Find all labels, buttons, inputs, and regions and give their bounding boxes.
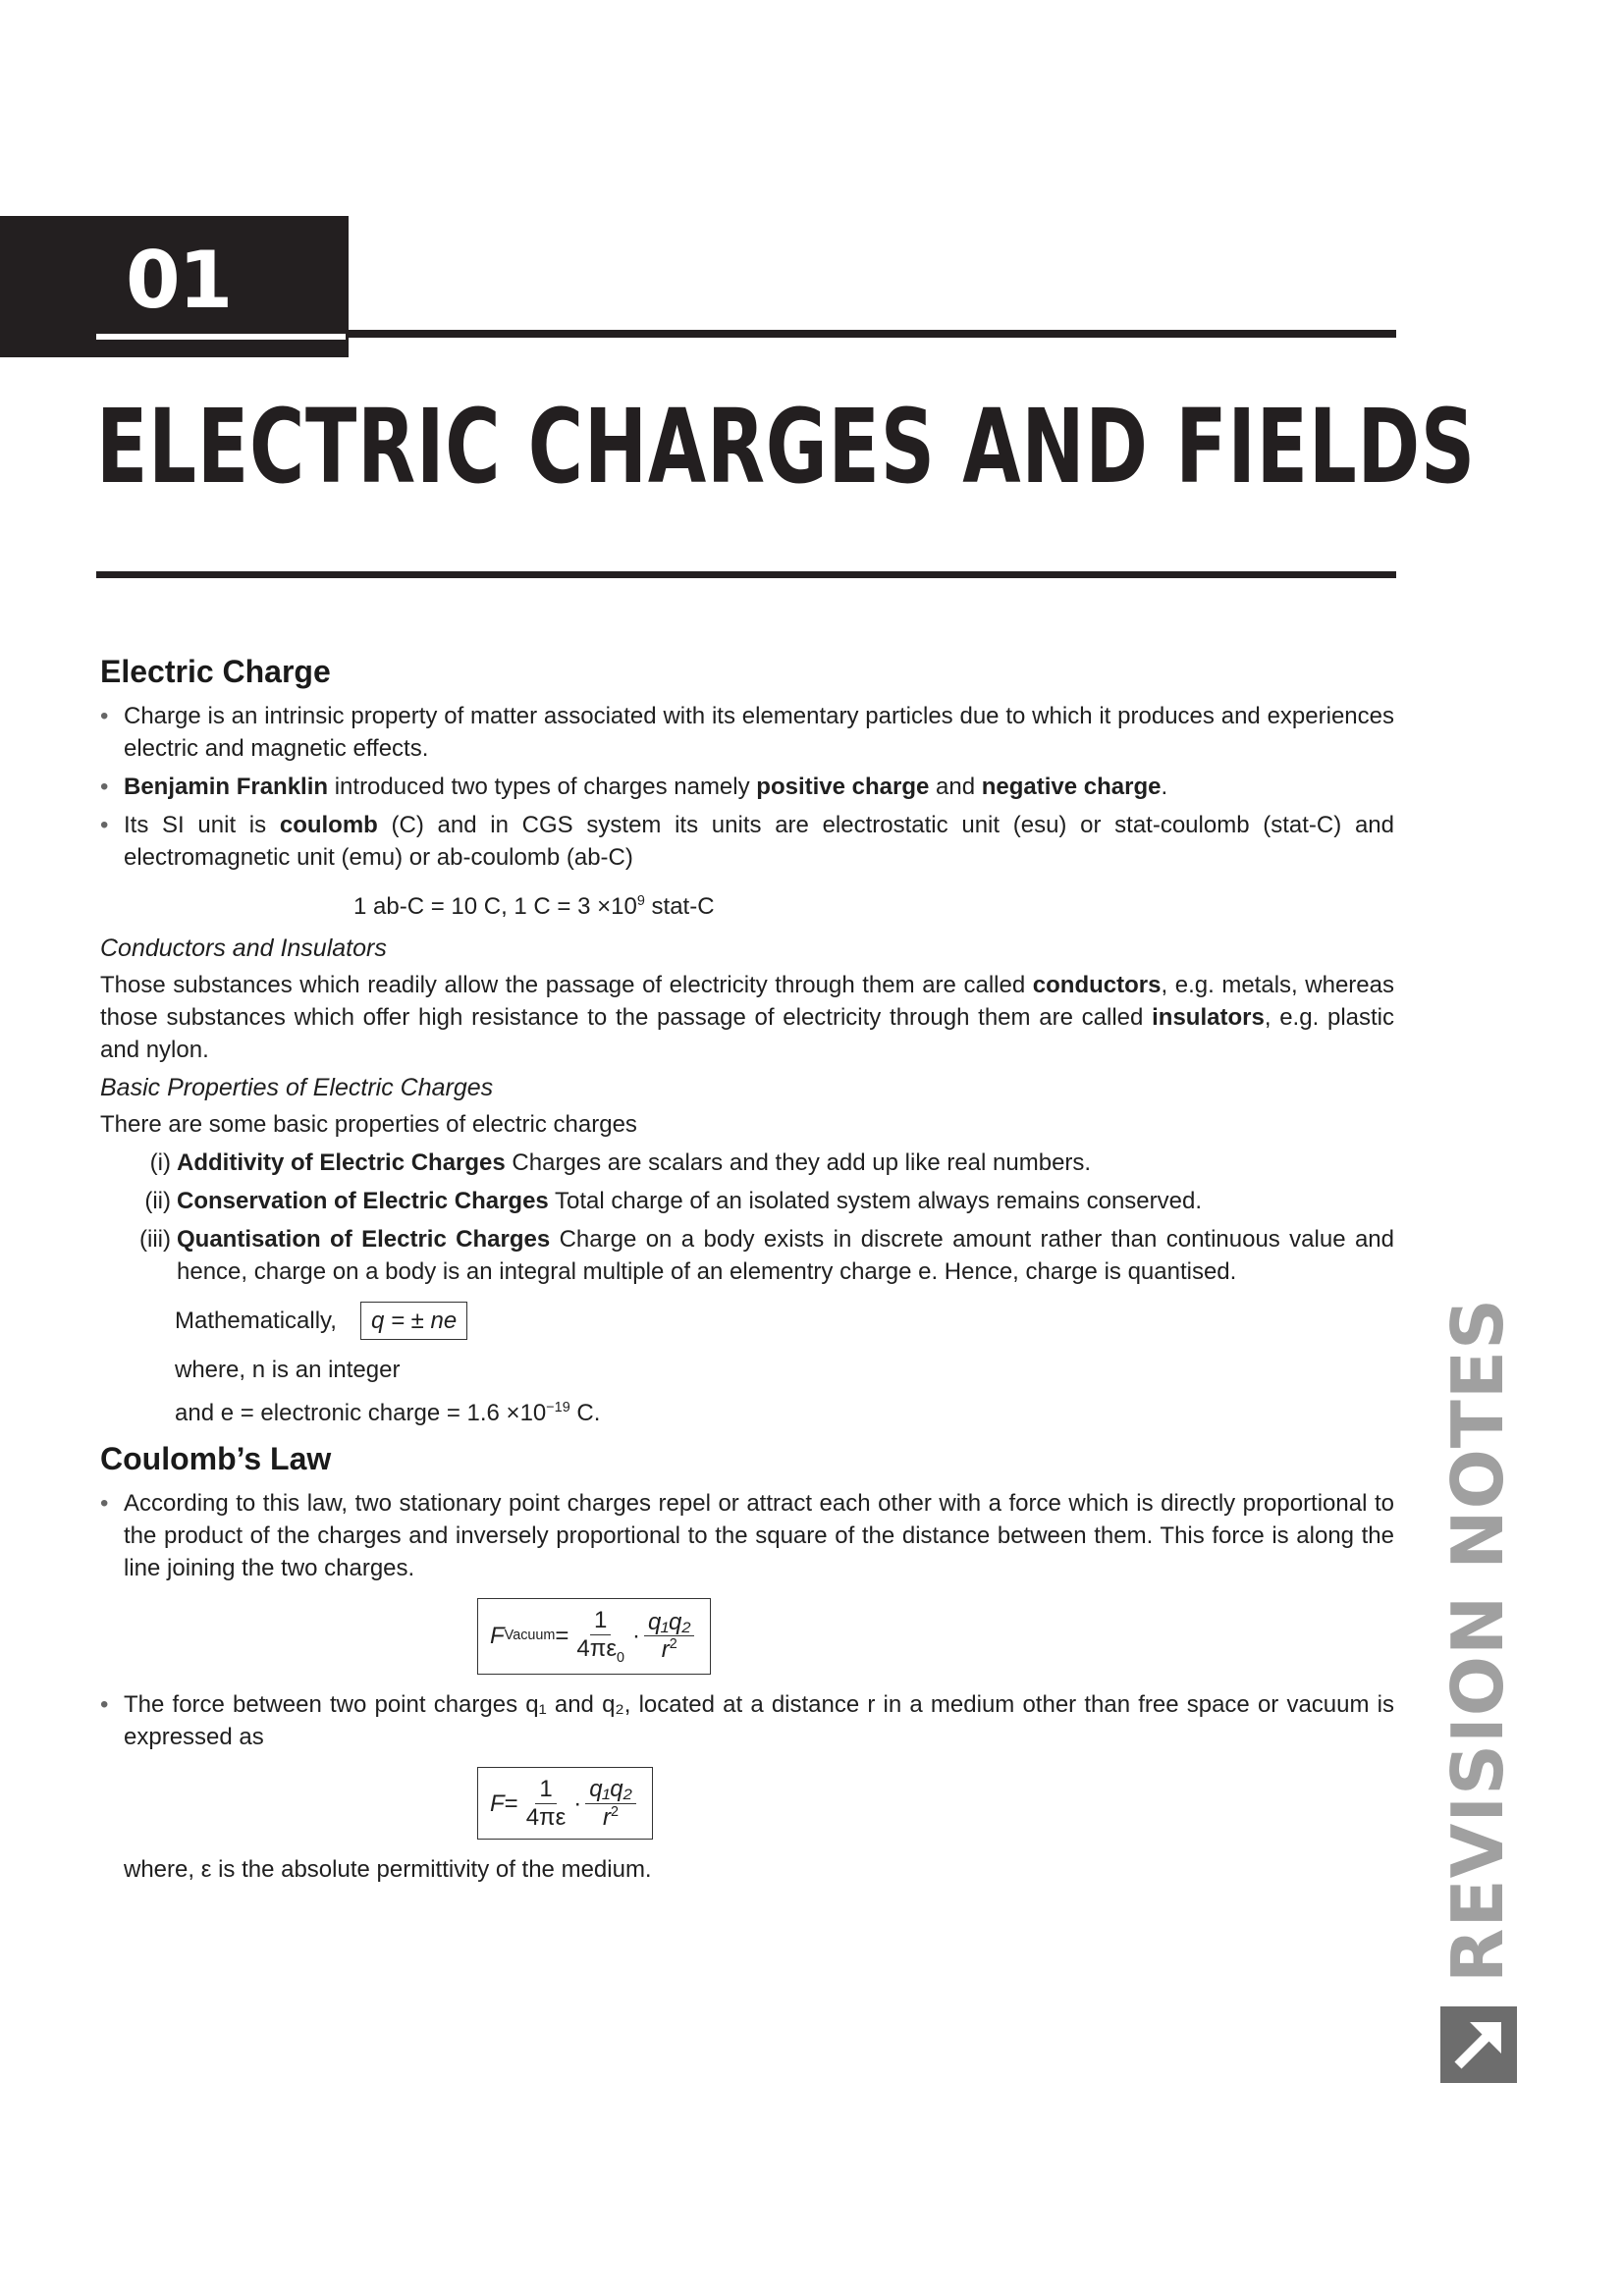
formula-exponent: 9 [636,893,645,909]
subsection-heading: Conductors and Insulators [100,934,387,962]
text: C. [569,1400,601,1426]
item-number: (iii) [139,1226,171,1253]
section-electric-charge [100,656,1394,923]
list-item [100,700,1394,765]
math-row [175,1302,1394,1340]
fraction [585,1776,635,1831]
numerator: 1 [590,1607,611,1635]
bold-text: Benjamin Franklin [124,774,329,800]
fraction [572,1607,628,1666]
boxed-formula: q = ± ne [360,1302,467,1340]
denominator [658,1636,681,1664]
superscript: 2 [611,1803,620,1820]
equation-vacuum [100,1598,1394,1675]
subsection-heading: Basic Properties of Electric Charges [100,1074,494,1101]
equation-medium [100,1767,1394,1840]
bold-text: Conservation of Electric Charges [177,1188,549,1214]
text: 4πε [576,1634,618,1662]
text: , e.g. plastic and nylon. [100,1004,1395,1063]
text: introduced two types of charges namely [328,774,757,800]
section-heading: Coulomb’s Law [100,1441,332,1476]
bullet-list [100,700,1394,874]
arrow-up-right-icon [1440,2006,1517,2083]
text: Those substances which readily allow the passage of electricity through them are called [100,972,1033,998]
list-item [100,1487,1394,1584]
text: and e = electronic charge = 1.6 ×10 [175,1400,547,1426]
list-item [100,809,1394,874]
item-number: (i) [149,1149,171,1176]
text: r [603,1803,611,1831]
list-item [100,771,1394,803]
denominator [572,1635,628,1666]
text: . [1161,774,1168,800]
list-item-text: The force between two point charges q₁ and q₂, located at a distance r in a medium other than free space or vacuum is expressed as [124,1690,1394,1750]
bold-text: coulomb [279,812,378,838]
eq-sign: = [504,1789,518,1817]
text: Charge on a body exists in discrete amount rather than continuous value and hence, charge on a body is an integral multiple of an elementry charge e. Hence, charge is quantised. [177,1226,1394,1285]
fraction [644,1609,694,1664]
list-item-text: According to this law, two stationary point charges repel or attract each other with a force which is directly proportional to the product of the charges and inversely proportional to the square of the distance between them. This force is along the line joining the two charges. [124,1490,1394,1581]
properties-list [100,1147,1394,1288]
boxed-equation [477,1767,653,1840]
bold-text: negative charge [981,774,1162,800]
numerator: q₁q₂ [644,1609,694,1637]
bold-text: conductors [1032,972,1162,998]
chapter-number-underline [96,334,346,340]
paragraph [100,969,1394,1066]
text: Its SI unit is [124,812,280,838]
chapter-title: ELECTRIC CHARGES AND FIELDS [96,387,1476,507]
page-content [100,656,1394,1892]
list-item-text: Charge is an intrinsic property of matter associated with its elementary particles due to which it produces and experiences electric and magnetic effects. [124,703,1394,762]
eq-lhs-sub: Vacuum [504,1628,556,1644]
bold-text: Additivity of Electric Charges [177,1149,506,1176]
text: , e.g. metals, whereas those substances which offer high resistance to the passage of electricity through them are called [100,972,1394,1031]
eq-dot: · [632,1623,641,1650]
list-item [132,1147,1394,1179]
bold-text: Quantisation of Electric Charges [177,1226,551,1253]
header-rule-bottom [96,571,1396,578]
chapter-number: 01 [126,235,232,326]
formula-text: stat-C [644,893,715,920]
formula-text: 1 ab-C = 10 C, 1 C = 3 ×10 [353,893,637,920]
section-conductors [100,933,1394,1066]
header-rule-top [349,330,1396,338]
paragraph: There are some basic properties of electric charges [100,1111,637,1138]
item-number: (ii) [144,1188,171,1214]
subscript: 0 [617,1649,625,1666]
list-item [132,1223,1394,1288]
quantisation-math [100,1302,1394,1429]
list-item [100,1688,1394,1753]
math-label: Mathematically, [175,1308,337,1334]
section-properties [100,1072,1394,1429]
math-note [175,1392,1394,1429]
superscript: 2 [669,1636,677,1653]
bullet-list [100,1688,1394,1753]
side-tab-label: REVISION NOTES [1436,1298,1519,1983]
eq-lhs: F [490,1789,505,1817]
bullet-list [100,1487,1394,1584]
boxed-equation [477,1598,711,1675]
text: (C) and in CGS system its units are electrostatic unit (esu) or stat-coulomb (stat-C) and electromagnetic unit (emu) or ab-coulomb (ab-C) [124,812,1394,871]
exponent: −19 [546,1400,570,1415]
text: r [661,1636,670,1664]
numerator: 1 [535,1776,556,1804]
list-item [132,1185,1394,1217]
eq-lhs: F [490,1623,505,1650]
math-note: where, n is an integer [175,1357,401,1383]
eq-dot: · [573,1789,582,1817]
section-heading: Electric Charge [100,654,331,689]
text: Charges are scalars and they add up like real numbers. [505,1149,1092,1176]
denominator [599,1804,622,1832]
eq-sign: = [555,1623,569,1650]
text: and [929,774,982,800]
bold-text: positive charge [756,774,930,800]
numerator: q₁q₂ [585,1776,635,1804]
paragraph: where, ε is the absolute permittivity of the medium. [124,1856,652,1884]
denominator: 4πε [525,1803,567,1831]
bold-text: insulators [1152,1004,1265,1031]
unit-conversion-formula [100,885,1394,923]
text: Total charge of an isolated system always remains conserved. [548,1188,1202,1214]
section-coulomb [100,1443,1394,1886]
fraction [522,1776,570,1831]
